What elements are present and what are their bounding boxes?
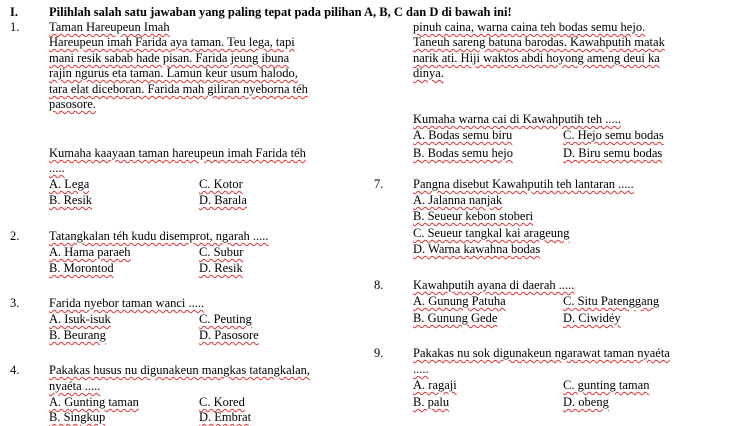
option-c[interactable]: C. Peuting (199, 312, 252, 326)
question-stem: Pakakas nu sok digunakeun ngarawat taman nyaéta (413, 346, 670, 360)
question-stem: Farida nyebor taman wanci ..... (49, 296, 205, 310)
option-a[interactable]: A. Gunting taman (49, 395, 139, 409)
option-b[interactable]: B. palu (413, 395, 450, 409)
option-b[interactable]: B. Singkup (49, 410, 106, 424)
option-a[interactable]: A. ragaji (413, 378, 457, 392)
option-a[interactable]: A. Jalanna nanjak (413, 193, 503, 207)
question-number-3: 3. (10, 296, 20, 310)
question-number-7: 7. (374, 177, 384, 191)
question-stem-cont: ..... (49, 161, 65, 175)
passage-line: Taneuh sareng batuna barodas. Kawahputih matak (413, 35, 665, 49)
option-d[interactable]: D. Ciwidéy (563, 311, 621, 325)
passage-line: tara elat diceboran. Farida mah giliran nyeborna téh (49, 82, 308, 96)
section-number: I. (10, 5, 18, 19)
option-b[interactable]: B. Gunung Gede (413, 311, 498, 325)
passage-line: Hareupeun imah Farida aya taman. Teu lega, tapi (49, 35, 295, 49)
question-number-1: 1. (10, 20, 20, 34)
option-c[interactable]: C. Situ Patenggang (563, 294, 660, 308)
option-a[interactable]: A. Hama paraeh (49, 245, 131, 259)
option-d[interactable]: D. Warna kawahna bodas (413, 242, 541, 256)
question-stem: Tatangkalan téh kudu disemprot, ngarah ..... (49, 229, 269, 243)
option-b[interactable]: B. Morontod (49, 261, 114, 275)
question-stem: Pangna disebut Kawahputih teh lantaran ..... (413, 177, 634, 191)
passage-line: dinya. (413, 66, 444, 80)
passage-line: narik ati. Hiji waktos abdi hoyong ameng deui ka (413, 51, 660, 65)
option-b[interactable]: B. Resik (49, 193, 93, 207)
question-stem: Kawahputih ayana di daerah ..... (413, 278, 575, 292)
option-d[interactable]: D. Resik (199, 261, 243, 275)
option-c[interactable]: C. Kored (199, 395, 245, 409)
option-b[interactable]: B. Bodas semu hejo (413, 146, 513, 160)
question-stem: Kumaha warna cai di Kawahputih teh ..... (413, 112, 621, 126)
option-d[interactable]: D. Biru semu bodas (563, 146, 663, 160)
option-c[interactable]: C. Kotor (199, 177, 243, 191)
option-a[interactable]: A. Lega (49, 177, 90, 191)
passage-line: rajin ngurus eta taman. Lamun keur usum halodo, (49, 66, 298, 80)
question-number-9: 9. (374, 346, 384, 360)
question-stem-cont: ..... (413, 362, 429, 376)
passage-line: pasosore. (49, 97, 96, 111)
option-d[interactable]: D. Embrat (199, 410, 252, 424)
option-d[interactable]: D. Pasosore (199, 328, 259, 342)
question-stem: Pakakas husus nu digunakeun mangkas tatangkalan, (49, 363, 311, 377)
option-a[interactable]: A. Bodas semu biru (413, 128, 513, 142)
question-number-8: 8. (374, 278, 384, 292)
option-a[interactable]: A. Isuk-isuk (49, 312, 111, 326)
option-a[interactable]: A. Gunung Patuha (413, 294, 506, 308)
instruction-text: Pilihlah salah satu jawaban yang paling tepat pada pilihan A, B, C dan D di bawah ini! (49, 5, 512, 19)
option-d[interactable]: D. obeng (563, 395, 609, 409)
option-d[interactable]: D. Barala (199, 193, 247, 207)
passage-title: Taman Hareupeun Imah (49, 20, 170, 34)
option-c[interactable]: C. Seueur tangkal kai arageung (413, 226, 570, 240)
question-stem: Kumaha kaayaan taman hareupeun imah Farida téh (49, 146, 306, 160)
passage-line: mani resik sabab hade pisan. Farida jeung ibuna (49, 51, 290, 65)
question-number-2: 2. (10, 229, 20, 243)
option-b[interactable]: B. Seueur kebon stoberi (413, 209, 534, 223)
option-c[interactable]: C. Hejo semu bodas (563, 128, 664, 142)
question-stem-cont: nyaéta ..... (49, 379, 101, 393)
question-number-4: 4. (10, 363, 20, 377)
option-c[interactable]: C. Subur (199, 245, 244, 259)
option-b[interactable]: B. Beurang (49, 328, 106, 342)
option-c[interactable]: C. gunting taman (563, 378, 650, 392)
passage-line: pinuh caina, warna caina teh bodas semu hejo. (413, 20, 646, 34)
